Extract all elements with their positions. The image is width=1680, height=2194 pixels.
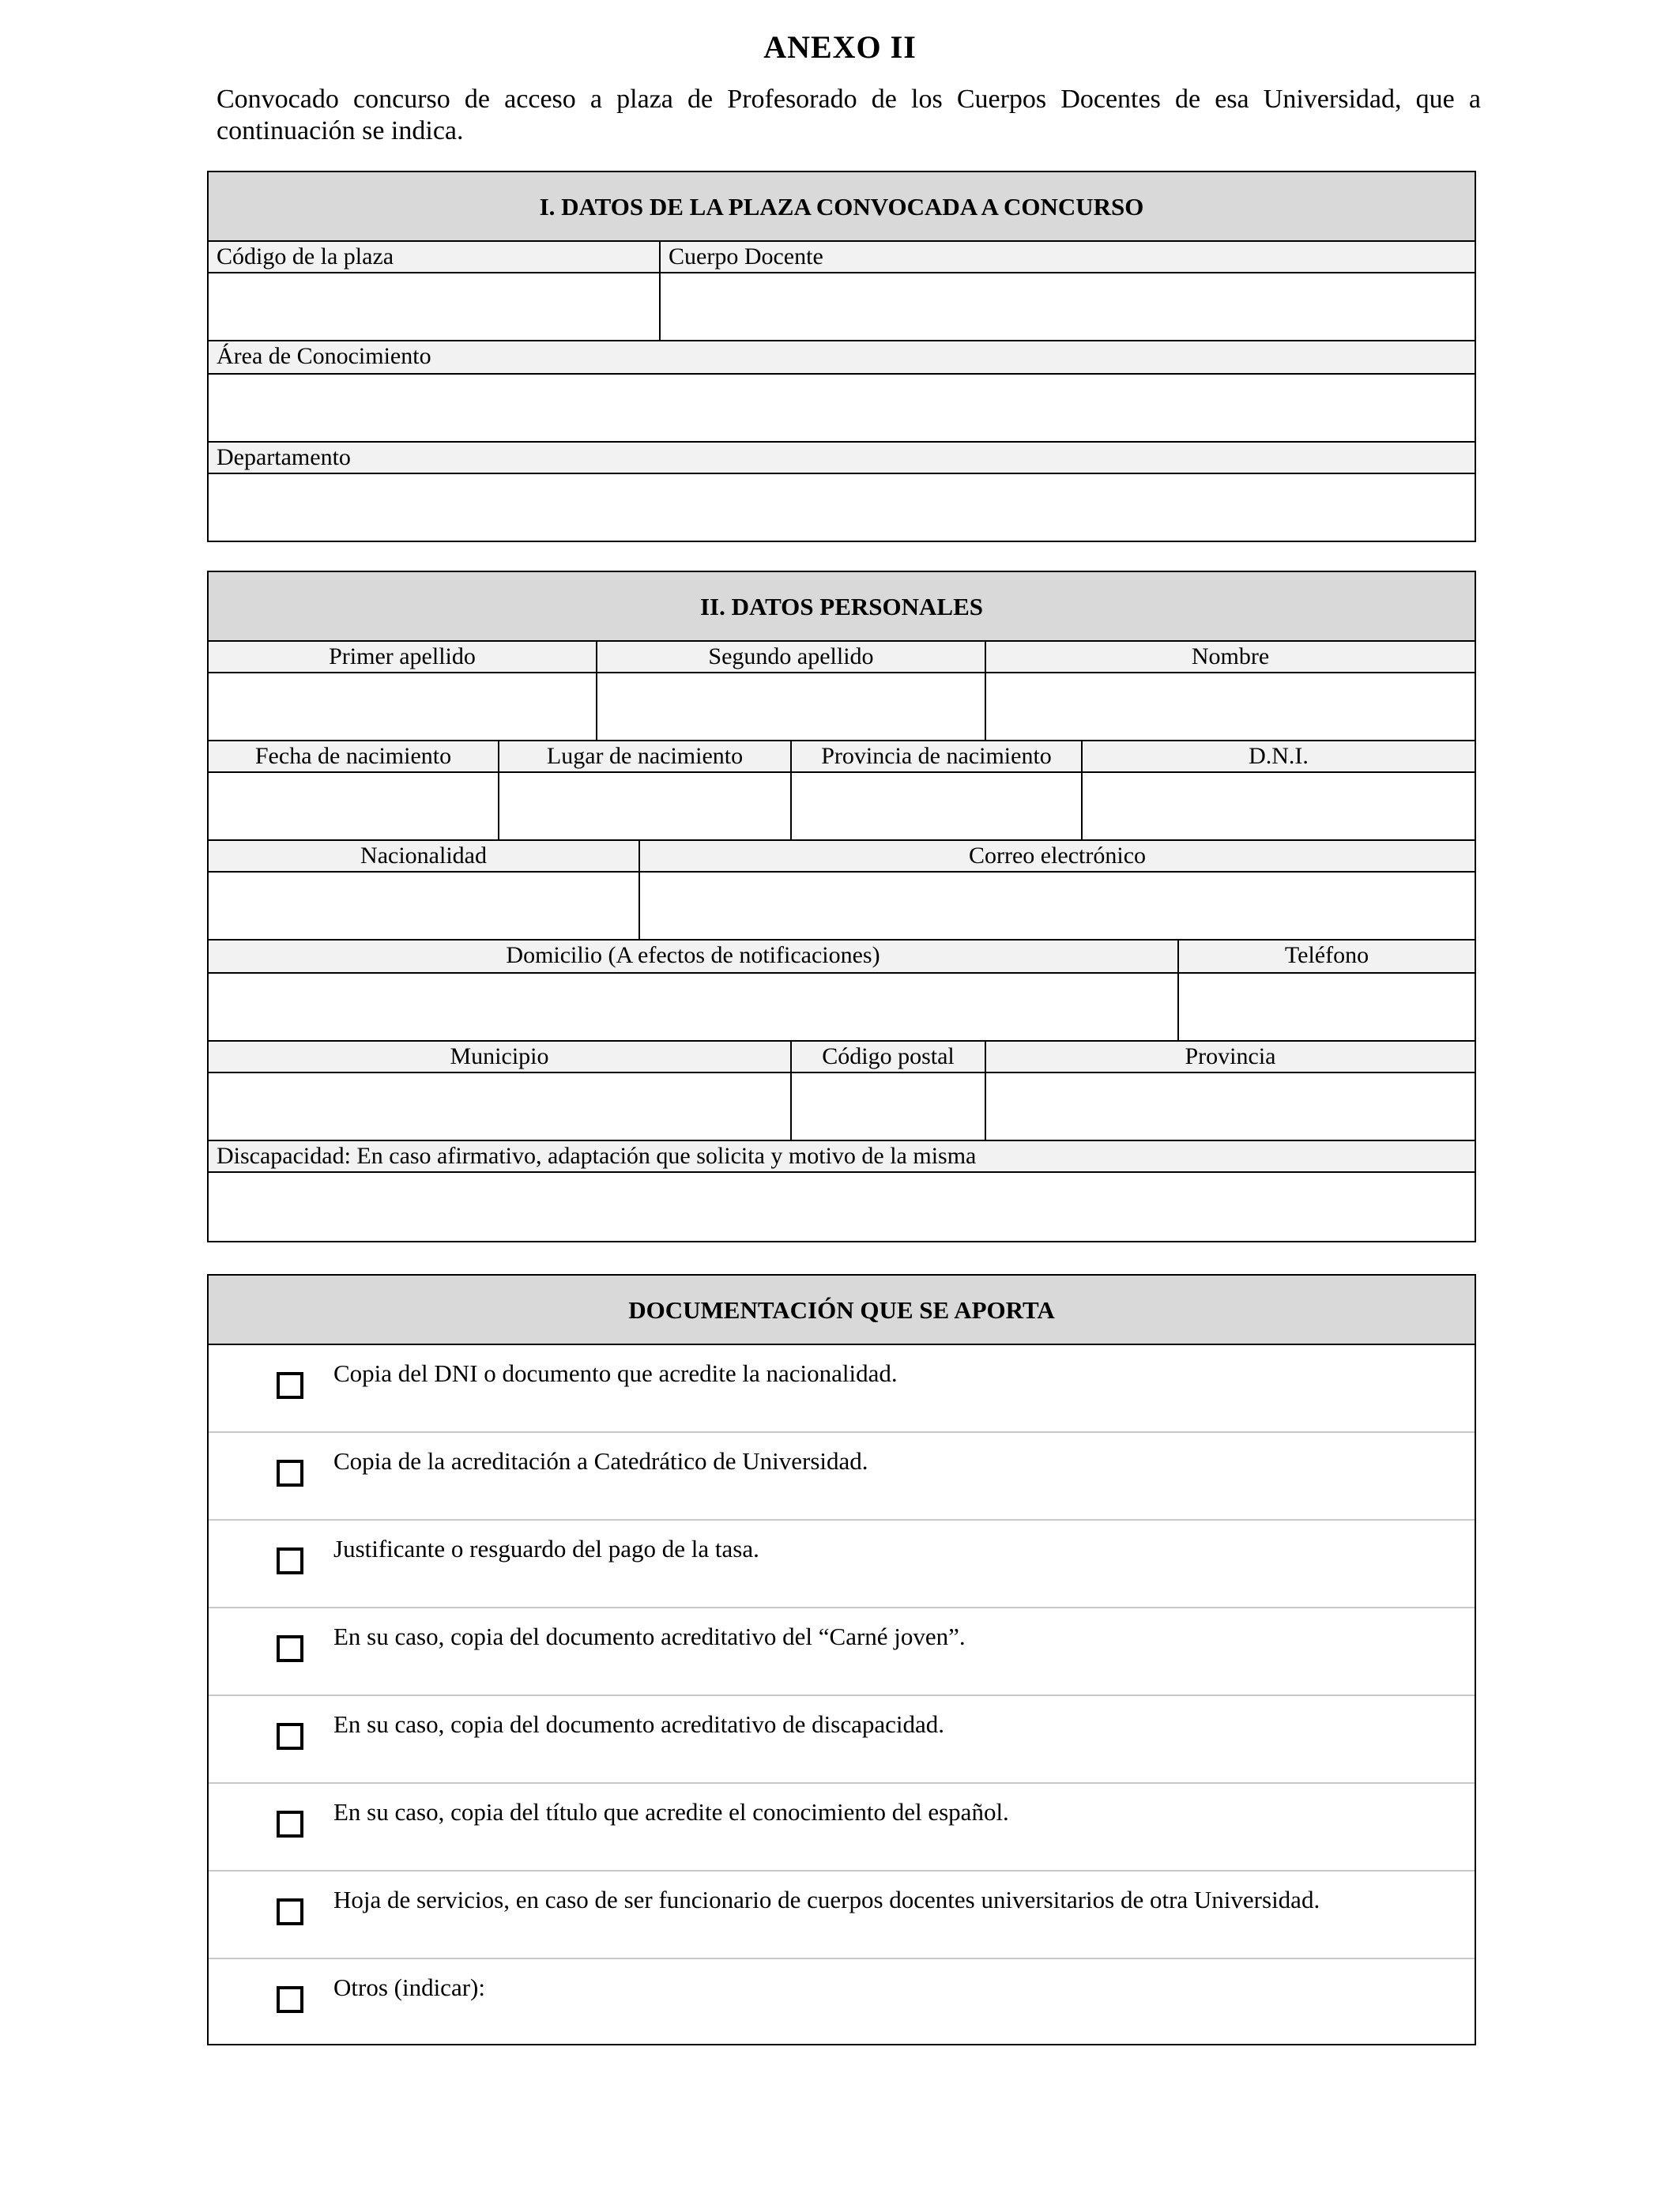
field-lugar-nacimiento[interactable]	[499, 773, 792, 841]
label-fecha-nacimiento: Fecha de nacimiento	[209, 741, 499, 773]
field-correo-electronico[interactable]	[640, 873, 1475, 941]
label-segundo-apellido: Segundo apellido	[597, 642, 986, 673]
doc-item-label: En su caso, copia del documento acreditativo de discapacidad.	[333, 1710, 944, 1738]
doc-item	[209, 1959, 1475, 2047]
label-codigo-postal: Código postal	[792, 1042, 986, 1073]
doc-item	[209, 1345, 1475, 1433]
field-dni[interactable]	[1083, 773, 1475, 841]
field-codigo-plaza[interactable]	[209, 273, 661, 341]
label-municipio: Municipio	[209, 1042, 792, 1073]
checkbox[interactable]	[277, 1723, 303, 1750]
checkbox[interactable]	[277, 1372, 303, 1399]
doc-item	[209, 1696, 1475, 1784]
label-domicilio: Domicilio (A efectos de notificaciones)	[209, 941, 1179, 974]
intro-paragraph: Convocado concurso de acceso a plaza de Profesorado de los Cuerpos Docentes de esa Universidad, que a continuación se indica.	[217, 85, 1481, 145]
section-plaza	[207, 171, 1476, 542]
field-area-conocimiento[interactable]	[209, 375, 1475, 443]
label-discapacidad: Discapacidad: En caso afirmativo, adaptación que solicita y motivo de la misma	[209, 1141, 1475, 1173]
field-nacionalidad[interactable]	[209, 873, 640, 941]
checkbox[interactable]	[277, 1460, 303, 1487]
field-fecha-nacimiento[interactable]	[209, 773, 499, 841]
section-documentacion	[207, 1274, 1476, 2045]
label-primer-apellido: Primer apellido	[209, 642, 597, 673]
doc-item-label: En su caso, copia del documento acreditativo del “Carné joven”.	[333, 1623, 966, 1650]
doc-item-label: Otros (indicar):	[333, 1973, 485, 2001]
label-lugar-nacimiento: Lugar de nacimiento	[499, 741, 792, 773]
label-provincia-nacimiento: Provincia de nacimiento	[792, 741, 1083, 773]
section-plaza-header: I. DATOS DE LA PLAZA CONVOCADA A CONCURSO	[209, 172, 1475, 242]
doc-item-label: Copia de la acreditación a Catedrático de Universidad.	[333, 1447, 868, 1475]
doc-item	[209, 1784, 1475, 1872]
section-documentacion-header: DOCUMENTACIÓN QUE SE APORTA	[209, 1276, 1475, 1345]
label-dni: D.N.I.	[1083, 741, 1475, 773]
doc-item	[209, 1872, 1475, 1959]
label-nombre: Nombre	[986, 642, 1475, 673]
field-provincia-nacimiento[interactable]	[792, 773, 1083, 841]
doc-item-label: En su caso, copia del título que acredite el conocimiento del español.	[333, 1798, 1009, 1826]
field-nombre[interactable]	[986, 673, 1475, 741]
section-datos-personales	[207, 571, 1476, 1242]
doc-item-label: Copia del DNI o documento que acredite la nacionalidad.	[333, 1359, 898, 1387]
label-correo-electronico: Correo electrónico	[640, 841, 1475, 873]
checkbox[interactable]	[277, 1986, 303, 2013]
field-domicilio[interactable]	[209, 974, 1179, 1042]
doc-item	[209, 1521, 1475, 1608]
section-datos-personales-header: II. DATOS PERSONALES	[209, 572, 1475, 642]
field-telefono[interactable]	[1179, 974, 1475, 1042]
field-primer-apellido[interactable]	[209, 673, 597, 741]
label-departamento: Departamento	[209, 443, 1475, 474]
label-nacionalidad: Nacionalidad	[209, 841, 640, 873]
checkbox[interactable]	[277, 1547, 303, 1574]
field-cuerpo-docente[interactable]	[661, 273, 1475, 341]
label-provincia: Provincia	[986, 1042, 1475, 1073]
checkbox[interactable]	[277, 1635, 303, 1662]
checkbox[interactable]	[277, 1898, 303, 1925]
label-codigo-plaza: Código de la plaza	[209, 242, 661, 273]
doc-item	[209, 1433, 1475, 1521]
field-discapacidad[interactable]	[209, 1173, 1475, 1241]
label-cuerpo-docente: Cuerpo Docente	[661, 242, 1475, 273]
doc-item	[209, 1608, 1475, 1696]
label-telefono: Teléfono	[1179, 941, 1475, 974]
field-municipio[interactable]	[209, 1073, 792, 1141]
doc-item-label: Justificante o resguardo del pago de la tasa.	[333, 1535, 759, 1563]
doc-item-label: Hoja de servicios, en caso de ser funcionario de cuerpos docentes universitarios de otra Universidad.	[333, 1886, 1320, 1913]
field-codigo-postal[interactable]	[792, 1073, 986, 1141]
checkbox[interactable]	[277, 1811, 303, 1838]
field-segundo-apellido[interactable]	[597, 673, 986, 741]
label-area-conocimiento: Área de Conocimiento	[209, 341, 1475, 375]
field-provincia[interactable]	[986, 1073, 1475, 1141]
page-title: ANEXO II	[763, 29, 917, 65]
field-departamento[interactable]	[209, 474, 1475, 541]
